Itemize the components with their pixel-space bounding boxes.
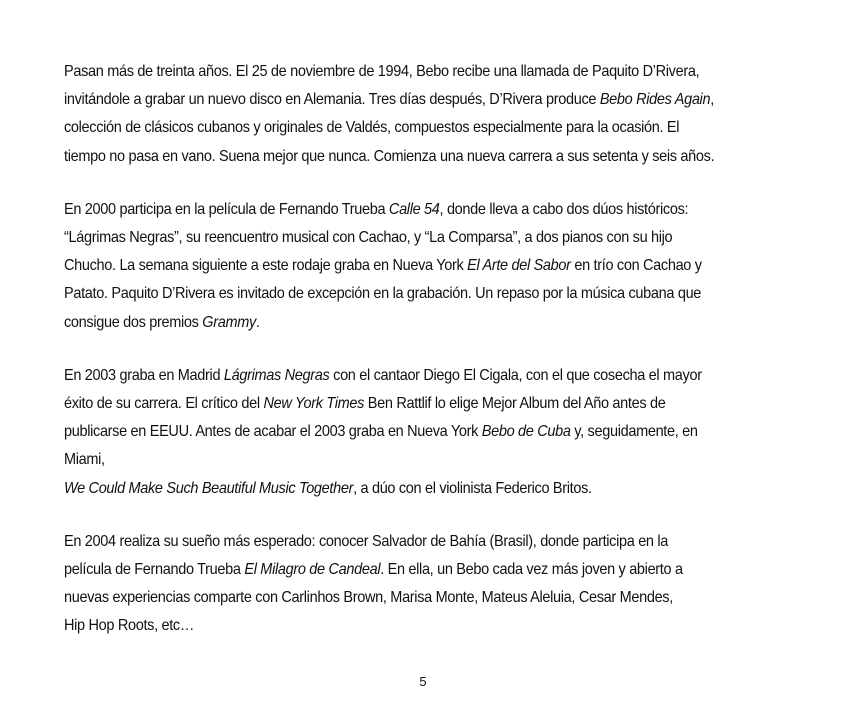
text-run: “Lágrimas Negras”, su reencuentro musical con Cachao, y “La Comparsa”, a dos pianos con su hijo: [64, 229, 673, 247]
paragraph-1: [64, 58, 799, 171]
text-line: [64, 390, 799, 418]
text-run: y, seguidamente, en: [570, 423, 698, 441]
text-run: colección de clásicos cubanos y originales de Valdés, compuestos especialmente para la ocasión. El: [64, 119, 680, 137]
text-run: Pasan más de treinta años. El 25 de noviembre de 1994, Bebo recibe una llamada de Paquito D’Rivera,: [64, 63, 700, 80]
text-line: [64, 612, 799, 640]
italic-title: Bebo de Cuba: [481, 423, 571, 441]
text-run: con el cantaor Diego El Cigala, con el que cosecha el mayor: [329, 366, 702, 384]
text-line: [64, 362, 799, 390]
text-run: En 2003 graba en Madrid: [64, 366, 224, 384]
text-run: , donde lleva a cabo dos dúos históricos:: [439, 200, 689, 218]
text-run: En 2004 realiza su sueño más esperado: conocer Salvador de Bahía (Brasil), donde participa en la: [64, 532, 669, 550]
text-line: [64, 280, 799, 308]
text-run: película de Fernando Trueba: [64, 561, 245, 579]
italic-title: We Could Make Such Beautiful Music Together: [64, 479, 354, 497]
page-number: 5: [419, 674, 427, 689]
paragraph-3: [64, 362, 799, 503]
italic-title: Bebo Rides Again: [599, 91, 711, 109]
text-run: . En ella, un Bebo cada vez más joven y abierto a: [380, 561, 683, 579]
text-run: En 2000 participa en la película de Fernando Trueba: [64, 200, 389, 218]
text-line: [64, 475, 799, 503]
text-run: Patato. Paquito D’Rivera es invitado de excepción en la grabación. Un repaso por la música cubana que: [64, 285, 702, 303]
italic-title: Lágrimas Negras: [223, 366, 330, 384]
text-run: en trío con Cachao y: [570, 257, 702, 275]
text-line: [64, 114, 799, 142]
paragraph-4: [64, 528, 799, 641]
italic-title: New York Times: [263, 395, 365, 413]
page-body: [64, 58, 794, 666]
text-line: [64, 224, 799, 252]
text-line: [64, 252, 799, 280]
paragraph-2: [64, 196, 799, 337]
text-run: éxito de su carrera. El crítico del: [64, 395, 264, 413]
italic-title: Calle 54: [388, 200, 440, 218]
text-line: [64, 584, 799, 612]
text-line: [64, 528, 799, 556]
text-line: [64, 556, 799, 584]
text-run: publicarse en EEUU. Antes de acabar el 2003 graba en Nueva York: [64, 423, 482, 441]
text-run: Miami,: [64, 451, 105, 469]
text-line: [64, 58, 799, 86]
text-run: tiempo no pasa en vano. Suena mejor que nunca. Comienza una nueva carrera a sus setenta y seis años.: [64, 147, 715, 165]
text-line: [64, 309, 799, 337]
text-line: [64, 418, 799, 446]
text-line: [64, 143, 799, 171]
text-line: [64, 196, 799, 224]
text-run: Ben Rattlif lo elige Mejor Album del Año antes de: [364, 395, 666, 413]
italic-title: El Arte del Sabor: [467, 257, 571, 275]
text-run: .: [255, 313, 260, 331]
italic-title: El Milagro de Candeal: [244, 561, 381, 579]
text-line: [64, 446, 799, 474]
text-line: [64, 86, 799, 114]
italic-title: Grammy: [202, 313, 256, 331]
text-run: ,: [710, 91, 714, 109]
text-run: Chucho. La semana siguiente a este rodaje graba en Nueva York: [64, 257, 468, 275]
text-run: invitándole a grabar un nuevo disco en Alemania. Tres días después, D’Rivera produce: [64, 91, 600, 109]
text-run: Hip Hop Roots, etc…: [64, 617, 195, 635]
text-run: nuevas experiencias comparte con Carlinhos Brown, Marisa Monte, Mateus Aleluia, Cesar Mendes,: [64, 589, 673, 607]
text-run: , a dúo con el violinista Federico Britos.: [353, 479, 592, 497]
text-run: consigue dos premios: [64, 313, 203, 331]
